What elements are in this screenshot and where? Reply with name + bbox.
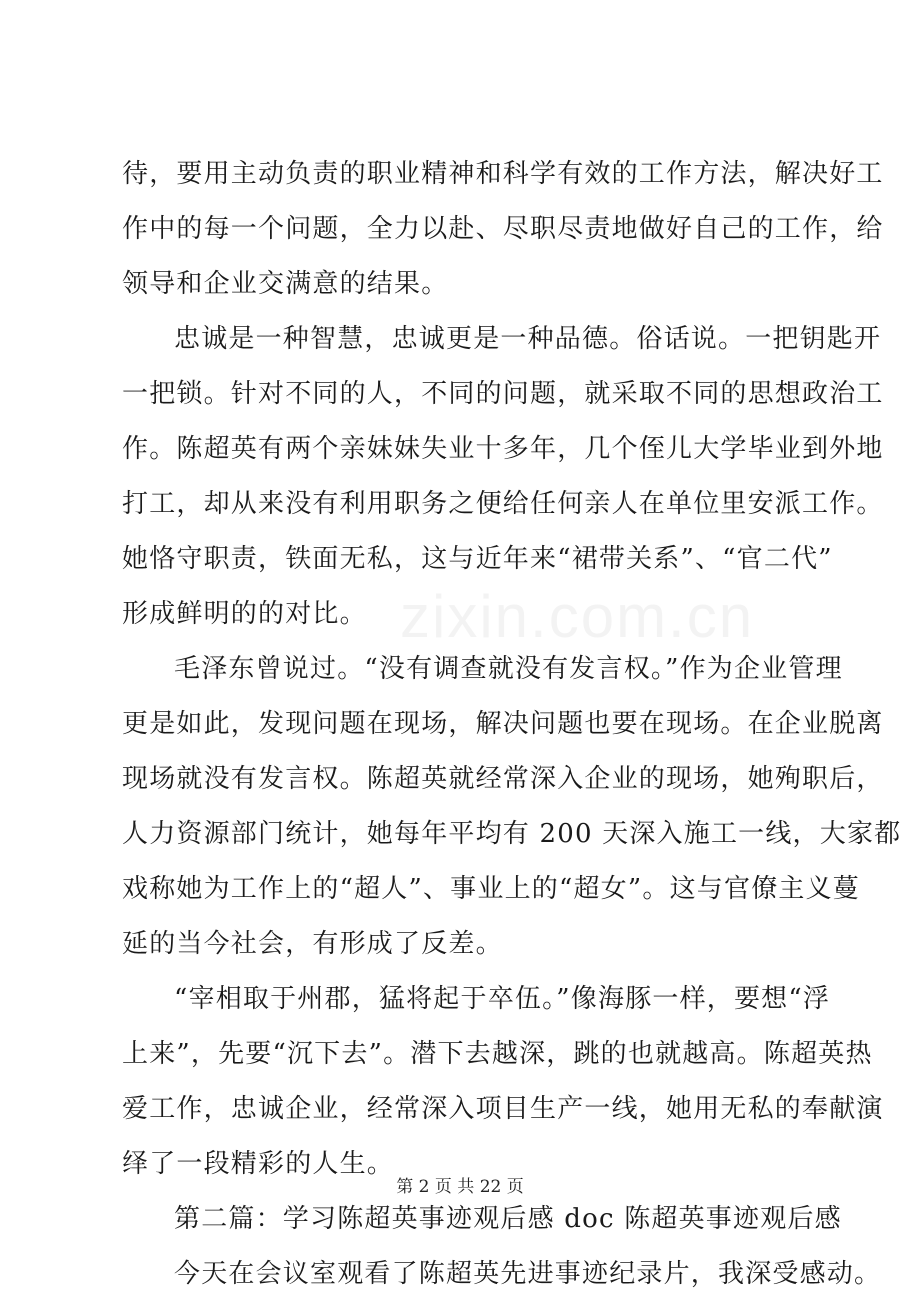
paragraph-first-line: 忠诚是一种智慧，忠诚更是一种品德。俗话说。一把钥匙开 xyxy=(174,324,882,354)
text-line: 戏称她为工作上的“超人”、事业上的“超女”。这与官僚主义蔓 xyxy=(122,874,860,904)
page-footer: 第 2 页 共 22 页 xyxy=(396,1177,524,1197)
text-line: 一把锁。针对不同的人，不同的问题，就采取不同的思想政治工 xyxy=(122,379,884,409)
watermark: zixin.com.cn xyxy=(400,583,755,650)
text-line: 作中的每一个问题，全力以赴、尽职尽责地做好自己的工作，给 xyxy=(122,214,884,244)
text-line: 她恪守职责，铁面无私，这与近年来“裙带关系”、“官二代” xyxy=(122,544,833,574)
text-line: 领导和企业交满意的结果。 xyxy=(122,269,449,299)
text-line: 作。陈超英有两个亲妹妹失业十多年，几个侄儿大学毕业到外地 xyxy=(122,434,884,464)
text-line: 人力资源部门统计，她每年平均有 200 天深入施工一线，大家都 xyxy=(122,819,902,849)
text-line: 待，要用主动负责的职业精神和科学有效的工作方法，解决好工 xyxy=(122,159,884,189)
text-line: 绎了一段精彩的人生。 xyxy=(122,1149,395,1179)
text-line: 延的当今社会，有形成了反差。 xyxy=(122,929,503,959)
section-heading: 第二篇：学习陈超英事迹观后感 doc 陈超英事迹观后感 xyxy=(174,1204,842,1234)
text-line: 爱工作，忠诚企业，经常深入项目生产一线，她用无私的奉献演 xyxy=(122,1094,884,1124)
text-line: 现场就没有发言权。陈超英就经常深入企业的现场，她殉职后， xyxy=(122,764,884,794)
paragraph-first-line: 今天在会议室观看了陈超英先进事迹纪录片，我深受感动。 xyxy=(174,1259,882,1289)
text-line: 形成鲜明的的对比。 xyxy=(122,599,367,629)
paragraph-first-line: “宰相取于州郡，猛将起于卒伍。”像海豚一样，要想“浮 xyxy=(174,984,831,1014)
text-line: 上来”，先要“沉下去”。潜下去越深，跳的也就越高。陈超英热 xyxy=(122,1039,873,1069)
paragraph-first-line: 毛泽东曾说过。“没有调查就没有发言权。”作为企业管理 xyxy=(174,654,843,684)
text-line: 打工，却从来没有利用职务之便给任何亲人在单位里安派工作。 xyxy=(122,489,884,519)
text-line: 更是如此，发现问题在现场，解决问题也要在现场。在企业脱离 xyxy=(122,709,884,739)
